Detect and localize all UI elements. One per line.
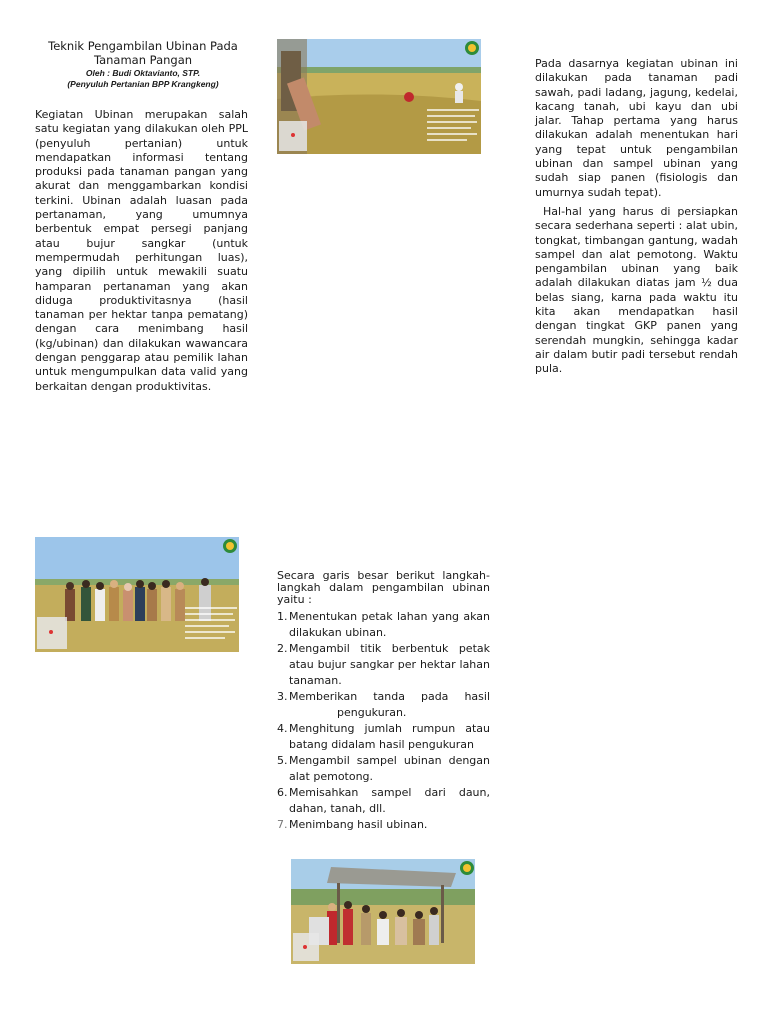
list-item [277,641,490,689]
col3-paragraph-2: Hal-hal yang harus di persiapkan secara sederhana seperti : alat ubin, tongkat, timbangan gantung, wadah sampel dan alat pemotong. Waktu pengambilan ubinan yang baik adalah dilakukan diatas jam ½ dua belas siang, karna pada waktu itu kita akan mendapatkan hasil dengan tingkat GKP panen yang serendah mungkin, sehingga kadar air dalam butir padi tersebut rendah pula. [535,205,738,376]
intro-paragraph: Kegiatan Ubinan merupakan salah satu kegiatan yang dilakukan oleh PPL (penyuluh pertanian) untuk mendapatkan informasi tentang produksi pada tanaman pangan yang akurat dan menggambarkan kondisi terkini. Ubinan adalah luasan pada pertanaman, yang umumnya berbentuk empat persegi panjang atau bujur sangkar (untuk mempermudah perhitungan luas), yang dipilih untuk mewakili suatu hamparan pertanaman yang akan diduga produktivitasnya (hasil tanaman per hektar tanpa pematang) dengan cara menimbang hasil (kg/ubinan) dan dilakukan wawancara dengan penggarap atau pemilik lahan untuk mengumpulkan data valid yang berkaitan dengan produktivitas. [35,108,248,393]
group-field-photo [35,537,239,652]
step-text: Menimbang hasil ubinan. [289,818,428,831]
list-item [277,721,490,753]
step-text: Mengambil titik berbentuk petak atau bujur sangkar per hektar lahan tanaman. [289,642,490,687]
step-text: Mengambil sampel ubinan dengan alat pemotong. [289,754,490,783]
step-number: 4. [277,722,288,735]
steps-intro: Secara garis besar berikut langkah-langkah dalam pengambilan ubinan yaitu : [277,569,490,606]
field-worker-photo [277,39,481,154]
step-number: 2. [277,642,288,655]
title-text: Teknik Pengambilan Ubinan Pada Tanaman Pangan [48,39,238,67]
list-item [277,689,490,721]
col3-paragraph-1: Pada dasarnya kegiatan ubinan ini dilakukan pada tanaman padi sawah, padi ladang, jagung, kedelai, kacang tanah, ubi kayu dan ubi jalar. Tahap pertama yang harus dilakukan adalah menentukan hari yang tepat untuk pengambilan ubinan dan sampel ubinan yang sudah siap panen (fisiologis dan umurnya sudah tepat). [535,57,738,199]
step-text-line2: pengukuran. [337,706,407,719]
group-shelter-photo [291,859,475,964]
page-title [36,39,250,67]
step-text: Menghitung jumlah rumpun atau batang didalam hasil pengukuran [289,722,490,751]
step-text-line1: Memberikan tanda pada hasil [289,690,490,703]
step-number: 3. [277,690,288,703]
affiliation-line: (Penyuluh Pertanian BPP Krangkeng) [67,79,219,89]
step-number: 7. [277,818,288,831]
step-text: Memisahkan sampel dari daun, dahan, tanah, dll. [289,786,490,815]
step-number: 5. [277,754,288,767]
list-item [277,609,490,641]
step-number: 6. [277,786,288,799]
step-text: Menentukan petak lahan yang akan dilakukan ubinan. [289,610,490,639]
steps-list [277,609,490,833]
step-number: 1. [277,610,288,623]
list-item [277,817,490,833]
list-item [277,785,490,817]
list-item [277,753,490,785]
author-line: Oleh : Budi Oktavianto, STP. [85,68,201,78]
step-text [289,689,490,721]
